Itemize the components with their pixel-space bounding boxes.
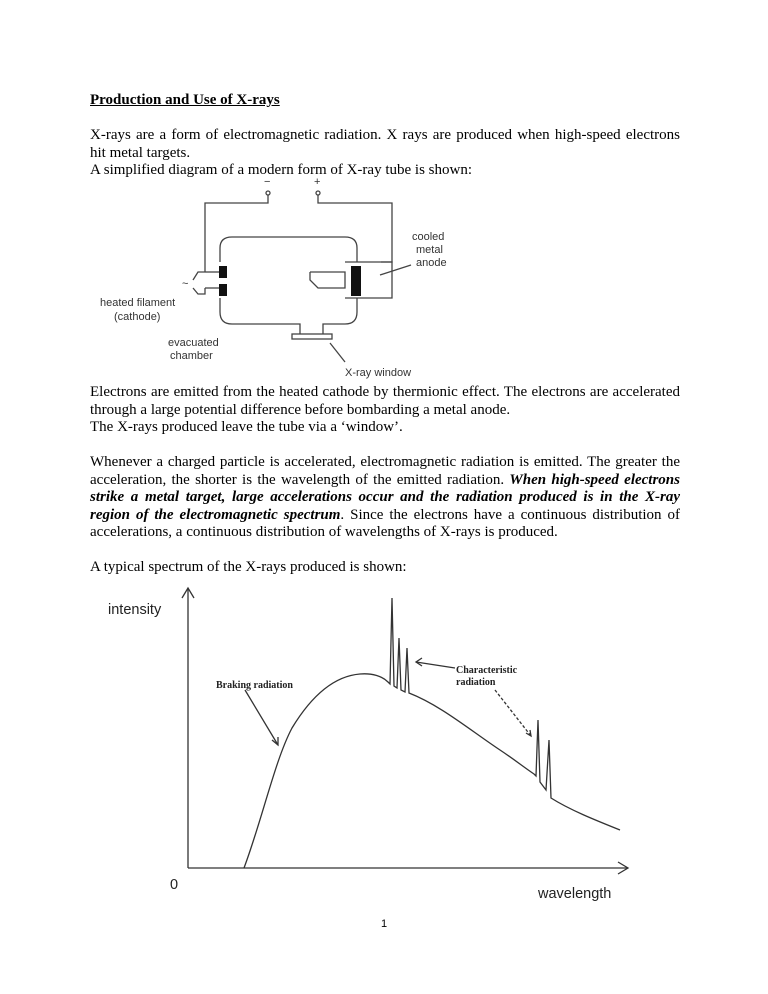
- negative-terminal-label: −: [264, 176, 271, 188]
- anode-label-line1: cooled: [412, 231, 445, 243]
- paragraph-window: The X-rays produced leave the tube via a ‘window’.: [90, 419, 403, 435]
- y-axis-label: intensity: [108, 602, 162, 618]
- characteristic-label-line1: Characteristic: [456, 665, 518, 676]
- page-number: 1: [380, 918, 388, 930]
- filament-label-line1: heated filament: [100, 297, 176, 309]
- anode-label-line2: metal: [416, 244, 443, 256]
- paragraph-acceleration-part2: . Since the electrons have a continuous distribution of accelerations, a continuous distribution of wavelengths of X-rays is produced.: [90, 506, 680, 540]
- chamber-label-line2: chamber: [170, 350, 213, 362]
- paragraph-diagram-intro: A simplified diagram of a modern form of X-ray tube is shown:: [90, 162, 473, 178]
- braking-radiation-label: Braking radiation: [216, 680, 293, 691]
- paragraph-thermionic: Electrons are emitted from the heated cathode by thermionic effect. The electrons are accelerated through a large potential difference before bombarding a metal anode.: [90, 384, 680, 418]
- ac-supply-symbol: ~: [182, 278, 189, 290]
- paragraph-spectrum-intro: A typical spectrum of the X-rays produced is shown:: [90, 559, 407, 575]
- origin-label: 0: [170, 877, 179, 893]
- spectrum-curve: [244, 598, 620, 868]
- paragraph-acceleration-emphasis: When high-speed electrons strike a metal target, large accelerations occur and the radiation produced is in the X-ray region of the electromagnetic spectrum: [90, 471, 680, 523]
- positive-terminal-label: +: [314, 176, 321, 188]
- filament-label-line2: (cathode): [114, 311, 161, 323]
- x-axis-label: wavelength: [538, 886, 612, 902]
- chamber-label-line1: evacuated: [168, 337, 219, 349]
- anode-label-line3: anode: [416, 257, 447, 269]
- page-heading: Production and Use of X-rays: [90, 92, 280, 108]
- paragraph-intro: X-rays are a form of electromagnetic radiation. X rays are produced when high-speed electrons hit metal targets.: [90, 127, 680, 161]
- paragraph-acceleration-part1: Whenever a charged particle is accelerated, electromagnetic radiation is emitted. The greater the acceleration, the shorter is the wavelength of the emitted radiation.: [90, 454, 680, 488]
- characteristic-label-line2: radiation: [456, 677, 496, 688]
- window-label: X-ray window: [345, 367, 412, 379]
